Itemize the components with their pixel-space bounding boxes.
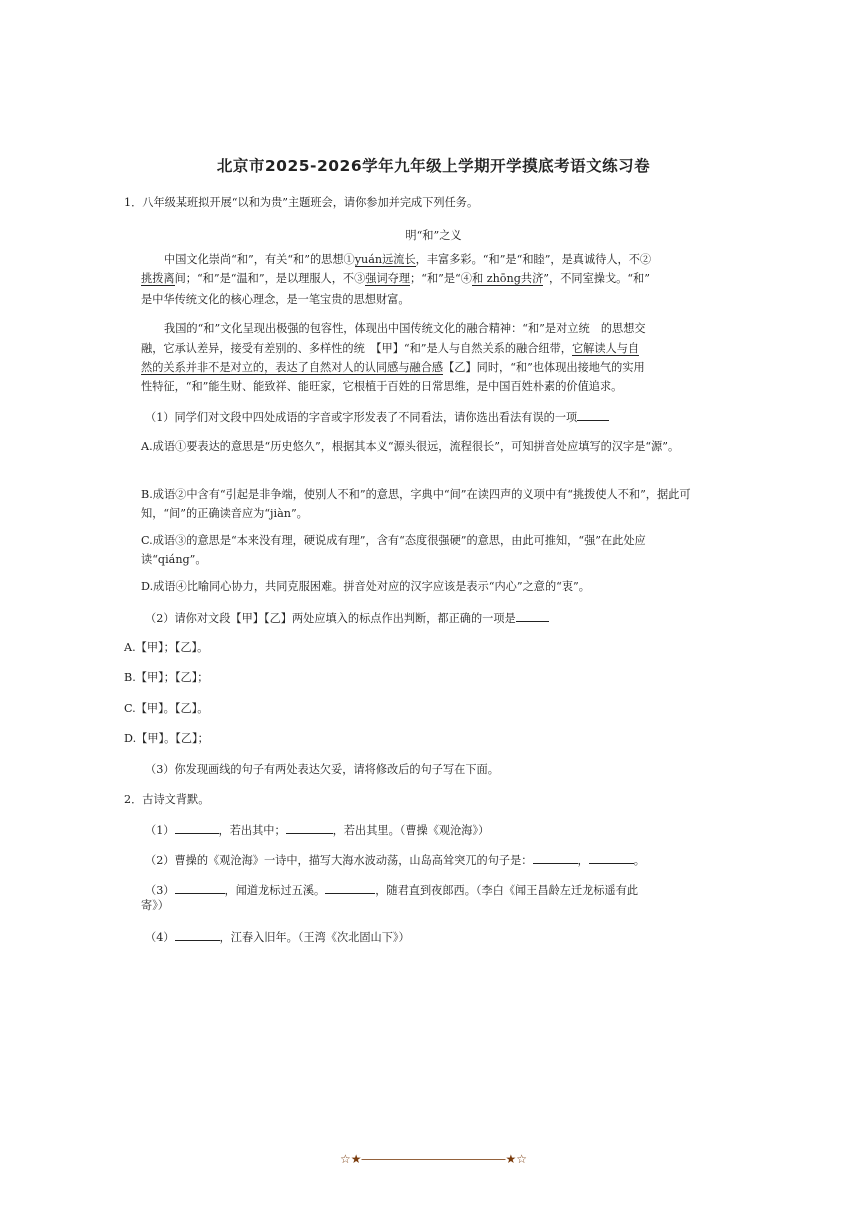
option-b: B.成语②中含有“引起是非争端，使别人不和”的意思，字典中“间”在读四声的义项中有“挑拨使人不和”，据此可知，“间”的正确读音应为“jiàn”。 — [141, 488, 691, 520]
passage-2-line-1: 我国的“和”文化呈现出极强的包容性，体现出中国传统文化的融合精神：“和”是对立统 的思想交 — [164, 322, 646, 335]
answer-blank[interactable] — [175, 929, 220, 941]
question-1-intro: 1．八年级某班拟开展“以和为贵”主题班会，请你参加并完成下列任务。 — [124, 196, 479, 209]
punct-option-a: A.【甲】；【乙】。 — [124, 641, 209, 654]
option-c: C.成语③的意思是“本来没有理，硬说成有理”，含有“态度很强硬”的意思，由此可推知，“强”在此处应读“qiáng”。 — [141, 534, 646, 566]
answer-blank[interactable] — [286, 822, 333, 834]
underlined-term: 强词夺理 — [365, 272, 411, 285]
answer-blank[interactable] — [589, 852, 634, 864]
underlined-term: yuán远流长 — [354, 253, 416, 266]
poem-item-1: （1） ，若出其中； ，若出其里。（曹操《观沧海》） — [145, 824, 490, 837]
poem-item-2: （2）曹操的《观沧海》一诗中，描写大海水波动荡，山岛高耸突兀的句子是： ， 。 — [145, 854, 645, 867]
answer-blank[interactable] — [175, 882, 225, 894]
passage-2-line-3: 然的关系并非不是对立的，表达了自然对人的认同感与融合感【乙】同时，“和”也体现出接地气的实用 — [141, 361, 645, 374]
passage-1-line-1: 中国文化崇尚“和”，有关“和”的思想①yuán远流长，丰富多彩。“和”是“和睦”，是真诚待人，不② — [164, 253, 652, 266]
sub-question-3: （3）你发现画线的句子有两处表达欠妥，请将修改后的句子写在下面。 — [145, 763, 499, 776]
underlined-sentence: 然的关系并非不是对立的，表达了自然对人的认同感与融合感 — [141, 361, 444, 374]
footer-ornament: ☆★――――――――――――★☆ — [339, 1152, 528, 1166]
page-title: 北京市2025-2026学年九年级上学期开学摸底考语文练习卷 — [216, 157, 651, 175]
poem-item-3: （3） ，闻道龙标过五溪。 ，随君直到夜郎西。（李白《闻王昌龄左迁龙标遥有此 — [145, 884, 639, 897]
underlined-sentence: 它解读人与自 — [571, 342, 640, 355]
passage-2-line-2: 融，它承认差异，接受有差别的、多样性的统 【甲】“和”是人与自然关系的融合纽带，它解读人与自 — [141, 342, 640, 355]
option-d: D.成语④比喻同心协力，共同克服困难。拼音处对应的汉字应该是表示“内心”之意的“衷”。 — [141, 580, 590, 593]
underlined-term: 挑拨离 — [141, 272, 175, 285]
sub-question-2: （2）请你对文段【甲】【乙】两处应填入的标点作出判断，都正确的一项是 — [145, 610, 549, 626]
underlined-term: 和 zhōng共济 — [471, 272, 544, 285]
answer-blank[interactable] — [533, 852, 578, 864]
punct-option-d: D.【甲】。【乙】； — [124, 732, 209, 745]
poem-item-4: （4） ，江春入旧年。（王湾《次北固山下》） — [145, 931, 410, 944]
poem-item-3-cont: 寄》） — [141, 899, 169, 912]
passage-1-line-3: 是中华传统文化的核心理念，是一笔宝贵的思想财富。 — [141, 293, 410, 306]
answer-blank[interactable] — [175, 822, 219, 834]
sub-question-1: （1）同学们对文段中四处成语的字音或字形发表了不同看法，请你选出看法有误的一项 — [145, 409, 609, 425]
question-2-intro: 2．古诗文背默。 — [124, 793, 210, 806]
punct-option-c: C.【甲】。【乙】。 — [124, 702, 209, 715]
answer-blank[interactable] — [516, 610, 549, 622]
passage-1-line-2: 挑拨离间；“和”是“温和”，是以理服人，不③强词夺理；“和”是“④和 zhōng共济”，不同室操戈。“和” — [141, 272, 650, 285]
answer-blank[interactable] — [325, 882, 375, 894]
punct-option-b: B.【甲】；【乙】； — [124, 671, 209, 684]
passage-2-line-4: 性特征，“和”能生财、能致祥、能旺家，它根植于百姓的日常思维，是中国百姓朴素的价值追求。 — [141, 380, 623, 393]
answer-blank[interactable] — [577, 409, 609, 421]
option-a: A.成语①要表达的意思是“历史悠久”，根据其本义“源头很远，流程很长”，可知拼音处应填写的汉字是“源”。 — [141, 440, 680, 453]
section-subtitle: 明“和”之义 — [405, 229, 462, 242]
